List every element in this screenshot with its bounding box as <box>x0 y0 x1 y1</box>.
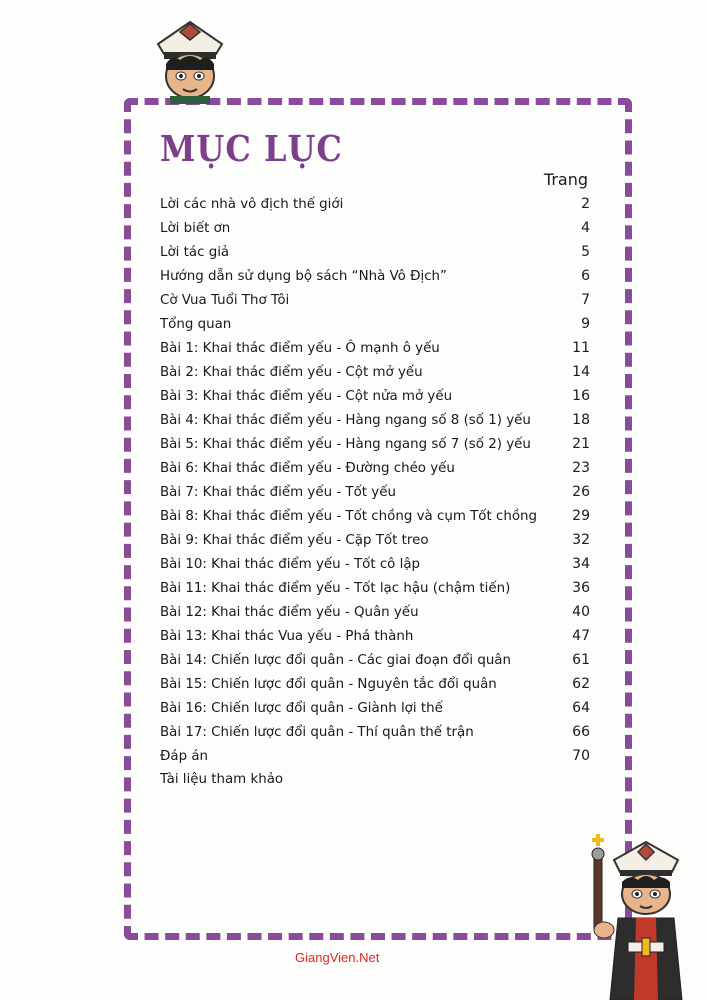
toc-entry-page: 29 <box>572 508 590 524</box>
toc-entry-page: 62 <box>572 676 590 692</box>
toc-entry-page: 64 <box>572 700 590 716</box>
toc-entry-label: Bài 11: Khai thác điểm yếu - Tốt lạc hậu (chậm tiến) <box>160 581 511 596</box>
toc-entry-page: 5 <box>581 244 590 260</box>
toc-entry[interactable] <box>160 700 590 724</box>
toc-entry-page: 21 <box>572 436 590 452</box>
toc-entry-label: Bài 10: Khai thác điểm yếu - Tốt cô lập <box>160 557 421 572</box>
footer-watermark: GiangVien.Net <box>295 950 380 965</box>
toc-entry-label: Bài 6: Khai thác điểm yếu - Đường chéo yếu <box>160 461 455 476</box>
page-column-header: Trang <box>543 170 588 189</box>
page-title: MỤC LỤC <box>160 128 343 170</box>
toc-entry[interactable] <box>160 364 590 388</box>
toc-entry-label: Bài 2: Khai thác điểm yếu - Cột mở yếu <box>160 365 423 380</box>
toc-entry[interactable] <box>160 580 590 604</box>
toc-entry-label: Bài 12: Khai thác điểm yếu - Quân yếu <box>160 605 419 620</box>
toc-entry-label: Bài 13: Khai thác Vua yếu - Phá thành <box>160 629 414 644</box>
toc-entry[interactable] <box>160 652 590 676</box>
toc-entry-page: 2 <box>581 196 590 212</box>
toc-entry-label: Bài 16: Chiến lược đổi quân - Giành lợi thế <box>160 701 443 716</box>
toc-entry-page: 4 <box>581 220 590 236</box>
toc-entry[interactable] <box>160 244 590 268</box>
toc-entry-page: 66 <box>572 724 590 740</box>
toc-entry-page: 34 <box>572 556 590 572</box>
toc-entry[interactable] <box>160 292 590 316</box>
toc-entry[interactable] <box>160 436 590 460</box>
toc-entry-page: 61 <box>572 652 590 668</box>
toc-entry[interactable] <box>160 604 590 628</box>
toc-entry-label: Cờ Vua Tuổi Thơ Tôi <box>160 293 290 308</box>
toc-entry-label: Tổng quan <box>160 317 232 332</box>
toc-entry-page: 23 <box>572 460 590 476</box>
toc-entry[interactable] <box>160 196 590 220</box>
toc-entry-page: 32 <box>572 532 590 548</box>
toc-entry-page: 36 <box>572 580 590 596</box>
toc-entry-label: Lời tác giả <box>160 245 230 260</box>
toc-entry-page: 70 <box>572 748 590 764</box>
toc-entry[interactable] <box>160 772 590 796</box>
toc-entry-page: 47 <box>572 628 590 644</box>
toc-entry-label: Hướng dẫn sử dụng bộ sách “Nhà Vô Địch” <box>160 269 447 284</box>
toc-entry-label: Bài 7: Khai thác điểm yếu - Tốt yếu <box>160 485 396 500</box>
toc-entry-label: Đáp án <box>160 749 209 764</box>
toc-entry-label: Lời biết ơn <box>160 221 231 236</box>
mascot-head-illustration <box>150 14 230 104</box>
toc-entry-page: 26 <box>572 484 590 500</box>
toc-entry[interactable] <box>160 748 590 772</box>
toc-entry-label: Bài 8: Khai thác điểm yếu - Tốt chồng và cụm Tốt chồng <box>160 509 538 524</box>
toc-entry[interactable] <box>160 388 590 412</box>
toc-entry[interactable] <box>160 340 590 364</box>
toc-entry-label: Bài 5: Khai thác điểm yếu - Hàng ngang số 7 (số 2) yếu <box>160 437 531 452</box>
toc-entry[interactable] <box>160 532 590 556</box>
toc-entry[interactable] <box>160 556 590 580</box>
toc-entry-page: 14 <box>572 364 590 380</box>
mascot-character-illustration <box>578 830 688 1000</box>
toc-entry[interactable] <box>160 220 590 244</box>
toc-entry[interactable] <box>160 268 590 292</box>
toc-entry-label: Bài 9: Khai thác điểm yếu - Cặp Tốt treo <box>160 533 429 548</box>
toc-entry[interactable] <box>160 628 590 652</box>
toc-entry-label: Tài liệu tham khảo <box>160 772 284 787</box>
toc-entry-label: Bài 4: Khai thác điểm yếu - Hàng ngang số 8 (số 1) yếu <box>160 413 531 428</box>
toc-entry-label: Bài 17: Chiến lược đổi quân - Thí quân thế trận <box>160 725 474 740</box>
toc-entry-label: Bài 15: Chiến lược đổi quân - Nguyên tắc đổi quân <box>160 677 497 692</box>
toc-entry-label: Bài 1: Khai thác điểm yếu - Ô mạnh ô yếu <box>160 341 440 356</box>
toc-entry-page: 18 <box>572 412 590 428</box>
toc-entry-label: Bài 3: Khai thác điểm yếu - Cột nửa mở yếu <box>160 389 453 404</box>
toc-entry-page: 40 <box>572 604 590 620</box>
toc-entry[interactable] <box>160 316 590 340</box>
toc-entry[interactable] <box>160 412 590 436</box>
toc-entry-page: 9 <box>581 316 590 332</box>
toc-entry-page: 16 <box>572 388 590 404</box>
toc-entry-label: Bài 14: Chiến lược đổi quân - Các giai đoạn đổi quân <box>160 653 511 668</box>
toc-entry-page: 7 <box>581 292 590 308</box>
toc-entry[interactable] <box>160 460 590 484</box>
table-of-contents <box>160 196 590 796</box>
toc-entry[interactable] <box>160 508 590 532</box>
toc-entry-page: 11 <box>572 340 590 356</box>
toc-entry[interactable] <box>160 484 590 508</box>
toc-entry-label: Lời các nhà vô địch thế giới <box>160 197 344 212</box>
toc-entry[interactable] <box>160 724 590 748</box>
toc-entry-page: 6 <box>581 268 590 284</box>
toc-entry[interactable] <box>160 676 590 700</box>
